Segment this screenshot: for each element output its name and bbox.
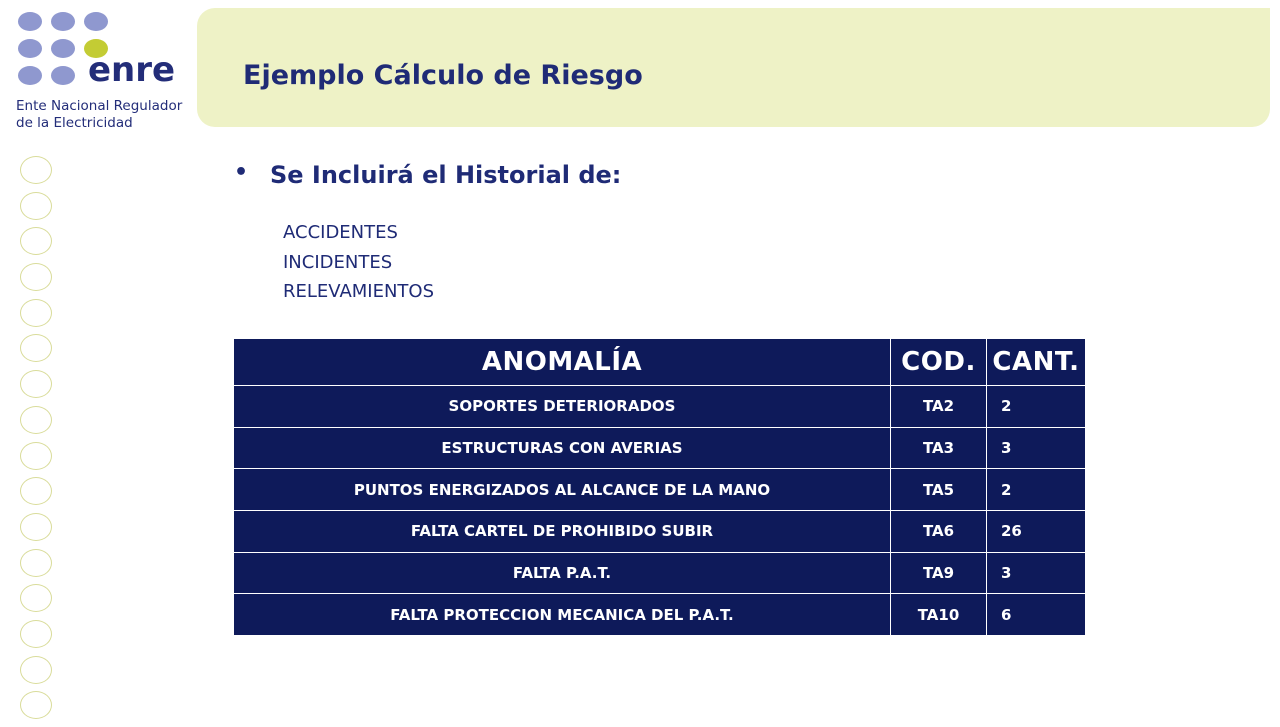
decorative-ring — [20, 513, 52, 541]
decorative-ring — [20, 192, 52, 220]
decorative-ring — [20, 477, 52, 505]
decorative-ring — [20, 370, 52, 398]
logo-dot — [51, 39, 75, 58]
cell-anomalia: FALTA CARTEL DE PROHIBIDO SUBIR — [234, 511, 891, 553]
list-item: RELEVAMIENTOS — [283, 281, 435, 302]
decorative-circles — [20, 156, 54, 727]
decorative-ring — [20, 620, 52, 648]
title-banner — [197, 8, 1270, 127]
logo-dot — [18, 66, 42, 85]
cell-anomalia: SOPORTES DETERIORADOS — [234, 386, 891, 428]
decorative-ring — [20, 156, 52, 184]
cell-cant: 2 — [987, 469, 1086, 511]
logo-org-name: Ente Nacional Regulador de la Electricidad — [16, 98, 183, 131]
decorative-ring — [20, 656, 52, 684]
logo-dot — [51, 12, 75, 31]
list-item: ACCIDENTES — [283, 222, 398, 243]
cell-cod: TA10 — [891, 594, 987, 636]
cell-cant: 26 — [987, 511, 1086, 553]
cell-anomalia: ESTRUCTURAS CON AVERIAS — [234, 427, 891, 469]
bullet-text: Se Incluirá el Historial de: — [270, 161, 622, 189]
logo-dot — [18, 12, 42, 31]
enre-logo — [14, 10, 194, 135]
page-title: Ejemplo Cálculo de Riesgo — [243, 60, 643, 91]
cell-cod: TA3 — [891, 427, 987, 469]
decorative-ring — [20, 299, 52, 327]
decorative-ring — [20, 263, 52, 291]
anomaly-table — [233, 338, 1086, 636]
list-item: INCIDENTES — [283, 251, 393, 273]
decorative-ring — [20, 406, 52, 434]
bullet-heading — [234, 160, 621, 189]
logo-dot — [18, 39, 42, 58]
table-row — [234, 511, 1086, 553]
cell-cant: 2 — [987, 386, 1086, 428]
table-row — [234, 469, 1086, 511]
cell-cod: TA5 — [891, 469, 987, 511]
cell-anomalia: PUNTOS ENERGIZADOS AL ALCANCE DE LA MANO — [234, 469, 891, 511]
table-row — [234, 552, 1086, 594]
table-header-row — [234, 339, 1086, 386]
decorative-ring — [20, 227, 52, 255]
table-row — [234, 386, 1086, 428]
cell-cant: 6 — [987, 594, 1086, 636]
decorative-ring — [20, 549, 52, 577]
logo-wordmark: enre — [88, 50, 176, 90]
header-anomalia: ANOMALÍA — [234, 339, 891, 386]
cell-anomalia: FALTA PROTECCION MECANICA DEL P.A.T. — [234, 594, 891, 636]
cell-cant: 3 — [987, 552, 1086, 594]
history-list — [283, 218, 434, 307]
cell-cod: TA9 — [891, 552, 987, 594]
header-cant: CANT. — [987, 339, 1086, 386]
decorative-ring — [20, 334, 52, 362]
bullet-icon: • — [234, 160, 249, 185]
cell-cant: 3 — [987, 427, 1086, 469]
decorative-ring — [20, 442, 52, 470]
table-row — [234, 427, 1086, 469]
header-cod: COD. — [891, 339, 987, 386]
cell-cod: TA2 — [891, 386, 987, 428]
cell-cod: TA6 — [891, 511, 987, 553]
decorative-ring — [20, 584, 52, 612]
table-row — [234, 594, 1086, 636]
logo-dot — [84, 12, 108, 31]
decorative-ring — [20, 691, 52, 719]
cell-anomalia: FALTA P.A.T. — [234, 552, 891, 594]
logo-dot — [51, 66, 75, 85]
